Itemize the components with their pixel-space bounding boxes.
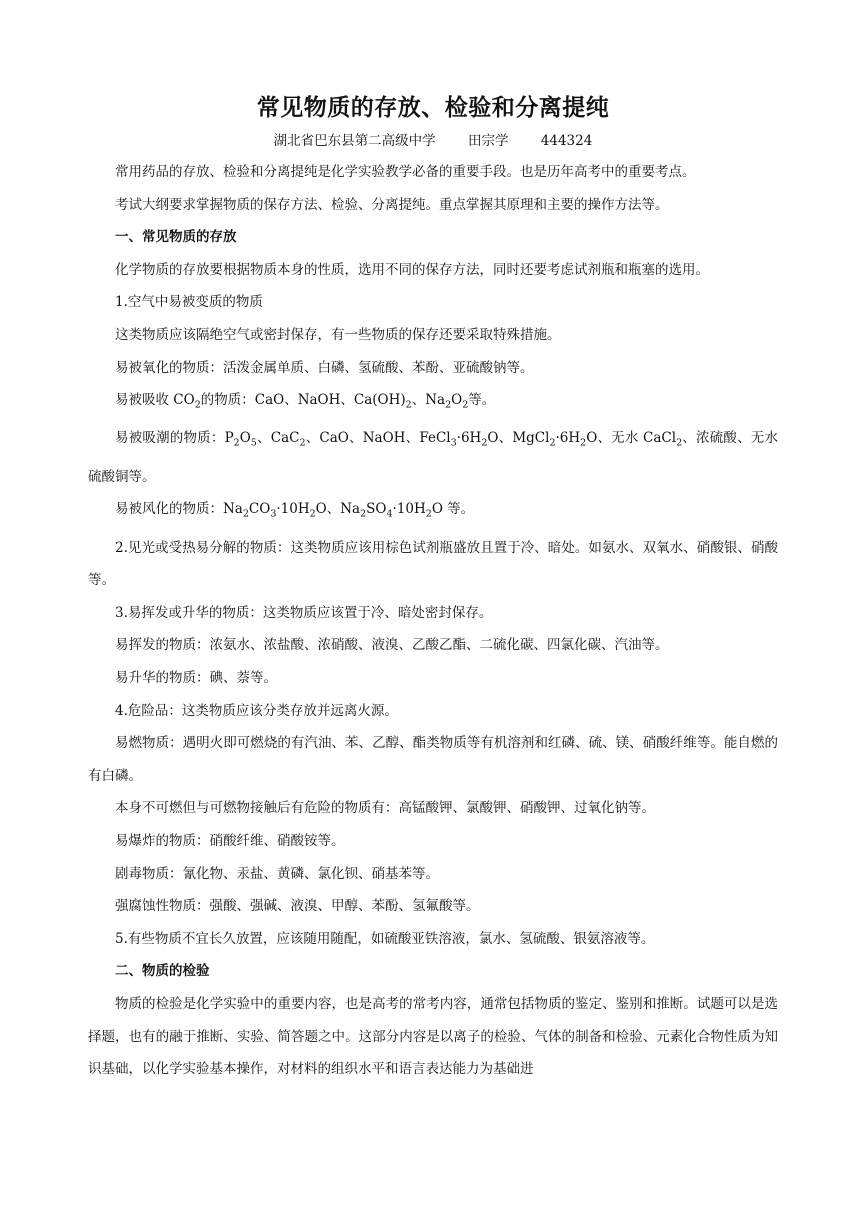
storage-item-2: 2.见光或受热易分解的物质：这类物质应该用棕色试剂瓶盛放且置于冷、暗处。如氨水、双氧水、硝酸银、硝酸等。 — [88, 539, 778, 589]
text-run: 易被风化的物质：Na — [115, 501, 243, 518]
text-run: 等。 — [468, 392, 496, 409]
subscript: 2 — [462, 399, 469, 411]
postcode: 444324 — [540, 133, 593, 149]
sublimable-substances: 易升华的物质：碘、萘等。 — [115, 669, 277, 686]
co2-absorbing-substances — [88, 384, 778, 422]
explosive-substances: 易爆炸的物质：硝酸纤维、硝酸铵等。 — [115, 832, 345, 849]
text-run: 的物质：CaO、NaOH、Ca(OH) — [200, 392, 406, 409]
toxic-substances: 剧毒物质：氰化物、汞盐、黄磷、氯化钡、硝基苯等。 — [115, 865, 439, 882]
text-run: O、Na — [315, 501, 361, 518]
text-run: O — [451, 392, 463, 409]
subscript: 2 — [360, 509, 367, 520]
corrosive-substances: 强腐蚀性物质：强酸、强碱、液溴、甲醇、苯酚、氢氟酸等。 — [115, 898, 480, 915]
text-run: 、CaC — [256, 430, 300, 447]
subscript: 3 — [270, 509, 277, 520]
testing-intro: 物质的检验是化学实验中的重要内容，也是高考的常考内容，通常包括物质的鉴定、鉴别和推断。试题可以是选择题，也有的融于推断、实验、简答题之中。这部分内容是以离子的检验、气体的制备和检验、元素化合物性质为知识基础，以化学实验基本操作，对材料的组织水平和语言表达能力为基础进 — [88, 995, 778, 1078]
subscript: 2 — [549, 438, 556, 450]
text-run: 、CaO、NaOH、FeCl — [305, 430, 451, 447]
subscript: 2 — [233, 438, 240, 450]
subscript: 2 — [242, 509, 249, 520]
oxidizable-substances: 易被氧化的物质：活泼金属单质、白磷、氢硫酸、苯酚、亚硫酸钠等。 — [115, 359, 534, 376]
text-run: SO — [366, 501, 387, 518]
text-run: ·6H — [555, 430, 581, 447]
text-run: O 等。 — [431, 501, 475, 518]
subscript: 4 — [386, 509, 393, 520]
moisture-absorbing-substances — [88, 422, 778, 493]
subscript: 2 — [676, 438, 683, 450]
text-run: 、Na — [411, 392, 446, 409]
storage-item-5: 5.有些物质不宜长久放置，应该随用随配，如硫酸亚铁溶液，氯水、氢硫酸、银氨溶液等。 — [115, 930, 655, 947]
subscript: 5 — [250, 438, 257, 450]
storage-item-4: 4.危险品：这类物质应该分类存放并远离火源。 — [115, 702, 398, 719]
subscript: 2 — [309, 509, 316, 520]
subscript: 2 — [445, 399, 452, 411]
author-byline — [88, 130, 778, 152]
text-run: 易被吸收 CO — [115, 392, 195, 409]
author-school: 湖北省巴东县第二高级中学 — [273, 133, 436, 149]
subscript: 2 — [425, 509, 432, 520]
efflorescent-substances — [88, 493, 778, 531]
text-run: ·10H — [276, 501, 310, 518]
text-run: 易被吸潮的物质：P — [115, 430, 234, 447]
storage-intro: 化学物质的存放要根据物质本身的性质，选用不同的保存方法，同时还要考虑试剂瓶和瓶塞的选用。 — [115, 261, 709, 278]
text-run: ·10H — [392, 501, 426, 518]
text-run: 、浓硫酸、无水硫酸铜等。 — [88, 430, 778, 485]
oxidizer-substances: 本身不可燃但与可燃物接触后有危险的物质有：高锰酸钾、氯酸钾、硝酸钾、过氧化钠等。 — [115, 800, 655, 817]
volatile-substances: 易挥发的物质：浓氨水、浓盐酸、浓硝酸、液溴、乙酸乙酯、二硫化碳、四氯化碳、汽油等。 — [115, 637, 669, 654]
section-heading-testing: 二、物质的检验 — [115, 963, 210, 980]
subscript: 2 — [580, 438, 587, 450]
subscript: 3 — [450, 438, 457, 450]
storage-item-1: 1.空气中易被变质的物质 — [115, 294, 263, 311]
text-run: O — [239, 430, 251, 447]
subscript: 2 — [405, 399, 412, 411]
text-run: CO — [248, 501, 271, 518]
text-run: O、MgCl — [487, 430, 550, 447]
text-run: O、无水 CaCl — [586, 430, 677, 447]
storage-item-3: 3.易挥发或升华的物质：这类物质应该置于冷、暗处密封保存。 — [115, 604, 493, 621]
section-heading-storage: 一、常见物质的存放 — [115, 229, 237, 246]
intro-paragraph-2: 考试大纲要求掌握物质的保存方法、检验、分离提纯。重点掌握其原理和主要的操作方法等。 — [115, 196, 669, 213]
subscript: 2 — [481, 438, 488, 450]
storage-item-1-desc: 这类物质应该隔绝空气或密封保存，有一些物质的保存还要采取特殊措施。 — [115, 326, 561, 343]
subscript: 2 — [299, 438, 306, 450]
subscript: 2 — [194, 399, 201, 411]
text-run: ·6H — [456, 430, 482, 447]
intro-paragraph-1: 常用药品的存放、检验和分离提纯是化学实验教学必备的重要手段。也是历年高考中的重要考点。 — [115, 164, 696, 180]
page-title: 常见物质的存放、检验和分离提纯 — [256, 95, 610, 121]
author-name: 田宗学 — [467, 133, 509, 149]
flammable-substances: 易燃物质：遇明火即可燃烧的有汽油、苯、乙醇、酯类物质等有机溶剂和红磷、硫、镁、硝酸纤维等。能自燃的有白磷。 — [88, 735, 778, 784]
